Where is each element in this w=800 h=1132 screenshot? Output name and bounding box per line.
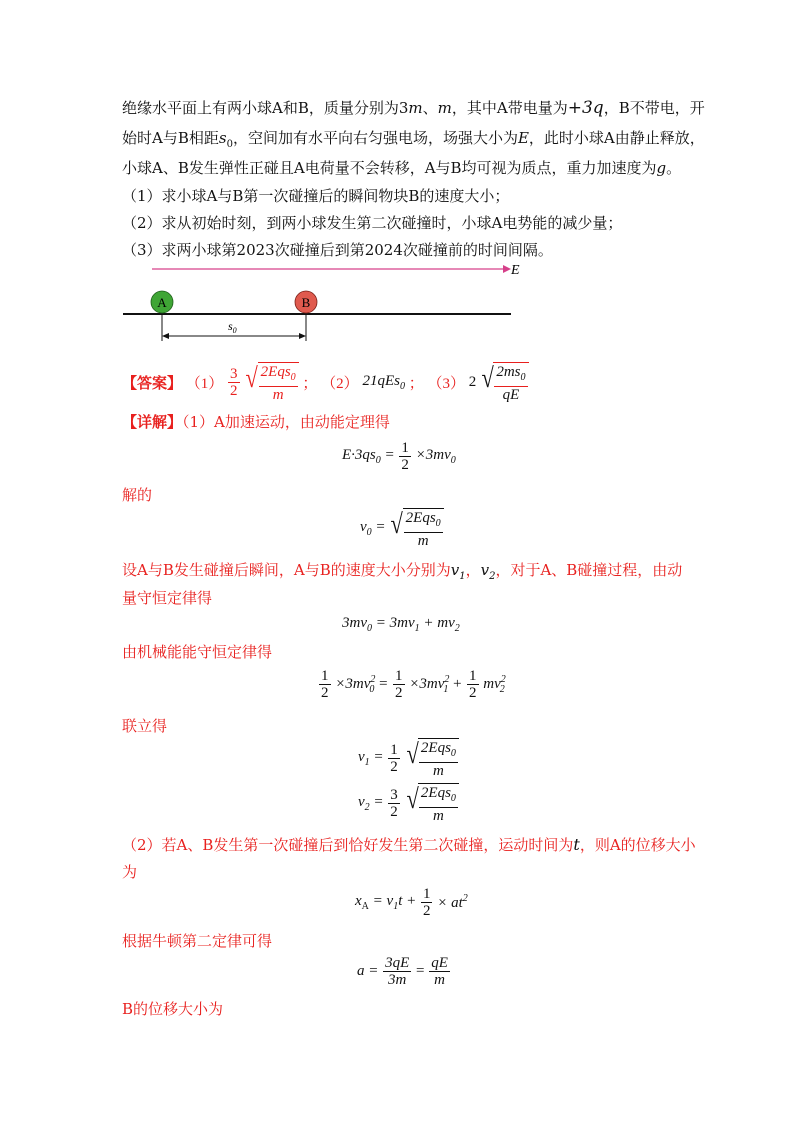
dim-arrow-left-icon bbox=[162, 333, 169, 339]
equation-2: $v_0$ = √ $\frac{2Eqs_0}{m}$ bbox=[360, 508, 444, 549]
problem-line-2 bbox=[122, 127, 705, 156]
text-part-2a: （2）若A、B发生第一次碰撞后到恰好发生第二次碰撞，运动时间为t，则A的位移大小 bbox=[122, 835, 696, 854]
dim-arrow-right-icon bbox=[299, 333, 306, 339]
equation-6: $v_2$ = $\frac{3}{2}$ √ $\frac{2Eqs_0}{m}$ bbox=[358, 783, 459, 824]
equation-1: $E\cdot 3qs_0$ = $\frac{1}{2}$ $\times 3mv_0$ bbox=[342, 440, 456, 473]
equation-5: $v_1$ = $\frac{1}{2}$ √ $\frac{2Eqs_0}{m}$ bbox=[358, 738, 459, 779]
physics-figure bbox=[110, 258, 530, 348]
text: s bbox=[218, 129, 227, 147]
text: （1） bbox=[185, 376, 224, 392]
text: 2 bbox=[468, 374, 477, 390]
text: 0 bbox=[226, 139, 233, 150]
text: ，此时小球A由静止释放， bbox=[528, 129, 705, 147]
ball-b-label: B bbox=[301, 295, 311, 310]
problem-line-3 bbox=[122, 157, 681, 179]
text: ； bbox=[408, 376, 424, 392]
text: m bbox=[408, 99, 423, 117]
text: ，B不带电，开 bbox=[603, 99, 705, 117]
text: （3） bbox=[427, 376, 465, 392]
text: 绝缘水平面上有两小球A和B，质量分别为3 bbox=[122, 99, 409, 117]
question-1: （1）求小球A与B第一次碰撞后的瞬间物块B的速度大小； bbox=[122, 187, 510, 205]
text: （2） bbox=[321, 376, 359, 392]
text-newton: 根据牛顿第二定律可得 bbox=[122, 932, 273, 950]
problem-line-1 bbox=[122, 97, 705, 119]
text-energy: 由机械能能守恒定律得 bbox=[122, 643, 273, 661]
detail-line-1 bbox=[122, 411, 390, 433]
question-3: （3）求两小球第2023次碰撞后到第2024次碰撞前的时间间隔。 bbox=[122, 241, 553, 259]
text: 小球A、B发生弹性正碰且A电荷量不会转移，A与B均可视为质点，重力加速度为 bbox=[122, 159, 657, 177]
text: ； bbox=[302, 376, 318, 392]
text-setup-1: 设A与B发生碰撞后瞬间，A与B的速度大小分别为$v_1$，$v_2$，对于A、B碰撞过程，由动 bbox=[122, 561, 683, 582]
text: （1）A加速运动，由动能定理得 bbox=[182, 413, 390, 431]
ball-a-label: A bbox=[157, 295, 167, 310]
question-2: （2）求从初始时刻，到两小球发生第二次碰撞时，小球A电势能的减少量； bbox=[122, 214, 623, 232]
fraction: $\frac{3}{2}$ bbox=[230, 366, 238, 399]
distance-label: $s_0$ bbox=[228, 319, 237, 335]
text: 、 bbox=[422, 99, 438, 117]
answer-2-value: 21qEs$_0$ bbox=[362, 373, 405, 392]
sqrt: √ $\frac{2Eqs_0}{m}$ bbox=[244, 362, 298, 403]
sqrt: √ $\frac{2ms_0}{qE}$ bbox=[480, 362, 529, 403]
text: ，其中A带电量为 bbox=[451, 99, 568, 117]
equation-8: a = $\frac{3qE}{3m}$ = $\frac{qE}{m}$ bbox=[357, 955, 448, 988]
answer-line bbox=[122, 362, 529, 403]
equation-7: $x_A = v_1t$ + $\frac{1}{2}$ × $at^2$ bbox=[355, 886, 468, 919]
text: E bbox=[517, 129, 529, 147]
text-lianli: 联立得 bbox=[122, 717, 168, 735]
text-b-displacement: B的位移大小为 bbox=[122, 1000, 224, 1018]
text-part-2b: 为 bbox=[122, 863, 138, 881]
equation-3: $3mv_0 = 3mv_1 + mv_2$ bbox=[342, 615, 460, 634]
charge-value: +3q bbox=[567, 98, 604, 118]
text: m bbox=[437, 99, 452, 117]
text: 。 bbox=[666, 159, 682, 177]
text: 始时A与B相距 bbox=[122, 129, 219, 147]
detail-tag: 【详解】 bbox=[122, 413, 183, 431]
text: g bbox=[656, 159, 667, 177]
equation-4: $\frac{1}{2}$ $\times 3mv^2_0$ = $\frac{1}{2}$ $\times 3mv^2_1$ + $\frac{1}{2}$ $mv^2_2$ bbox=[321, 668, 506, 701]
text-jiede: 解的 bbox=[122, 486, 153, 504]
answer-tag: 【答案】 bbox=[122, 376, 183, 392]
field-label: E bbox=[511, 263, 520, 278]
text-setup-2: 量守恒定律得 bbox=[122, 589, 213, 607]
field-arrow-icon bbox=[503, 265, 511, 273]
text: ，空间加有水平向右匀强电场，场强大小为 bbox=[232, 129, 518, 147]
